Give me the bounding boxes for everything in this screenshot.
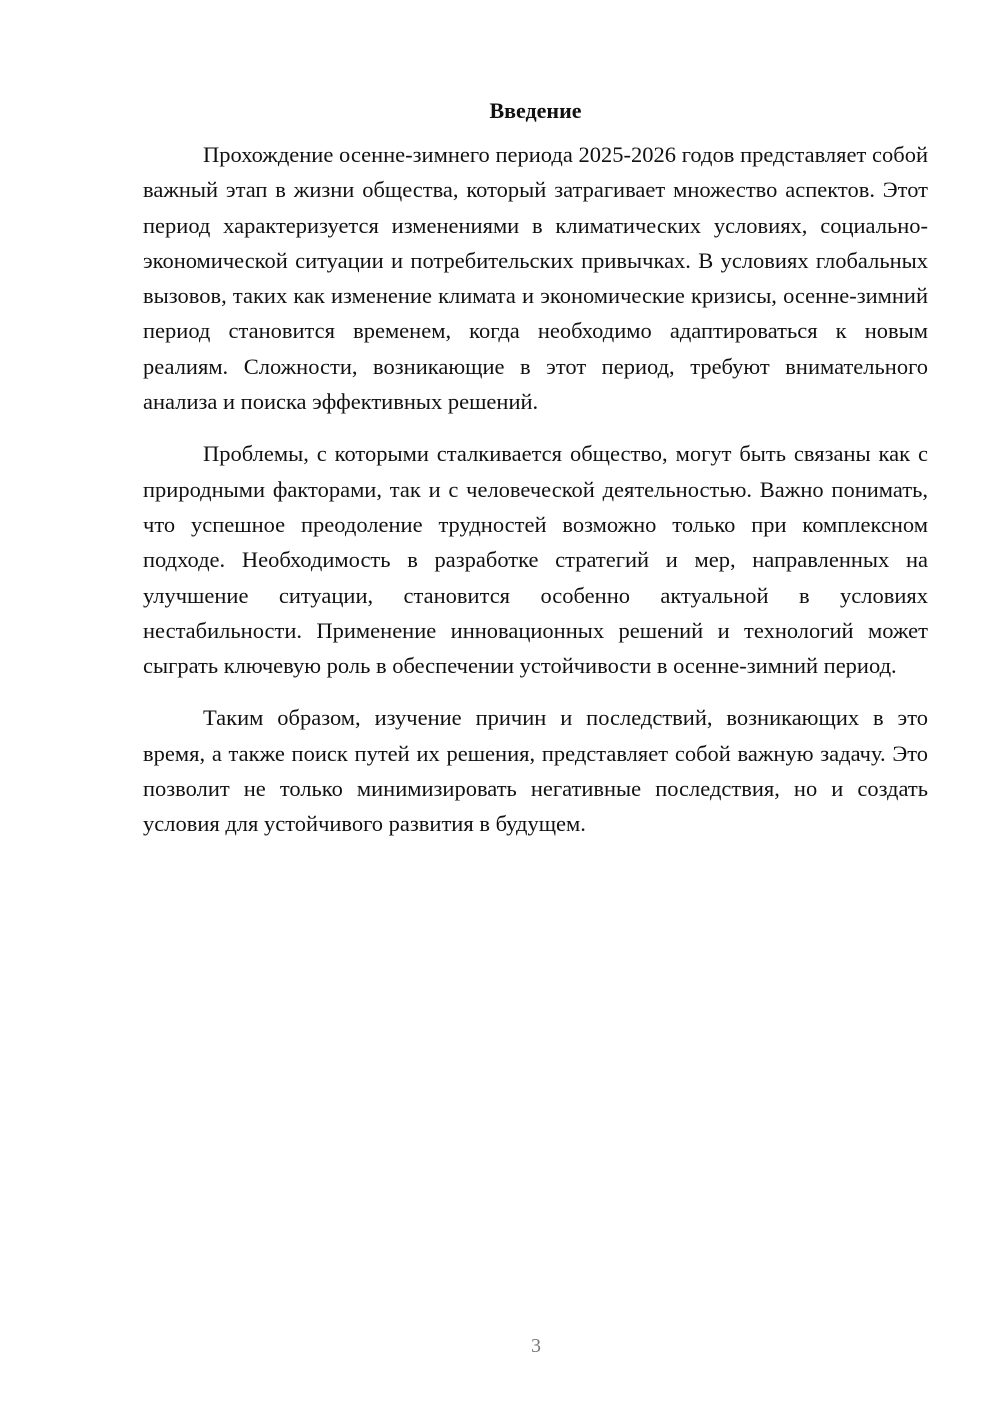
page-content [143,95,928,842]
paragraph-1: Прохождение осенне-зимнего периода 2025-2026 годов представляет собой важный этап в жизни общества, который затрагивает множество аспектов. Этот период характеризуется изменениями в климатических условиях, социально-экономической ситуации и потребительских привычках. В условиях глобальных вызовов, таких как изменение климата и экономические кризисы, осенне-зимний период становится временем, когда необходимо адаптироваться к новым реалиям. Сложности, возникающие в этот период, требуют внимательного анализа и поиска эффективных решений. [143,142,928,415]
section-heading: Введение [489,98,582,123]
paragraph-3: Таким образом, изучение причин и последствий, возникающих в это время, а также поиск путей их решения, представляет собой важную задачу. Это позволит не только минимизировать негативные последствия, но и создать условия для устойчивого развития в будущем. [143,705,928,837]
page-number: 3 [531,1335,541,1357]
paragraph-2: Проблемы, с которыми сталкивается общество, могут быть связаны как с природными факторами, так и с человеческой деятельностью. Важно понимать, что успешное преодоление трудностей возможно только при комплексном подходе. Необходимость в разработке стратегий и мер, направленных на улучшение ситуации, становится особенно актуальной в условиях нестабильности. Применение инновационных решений и технологий может сыграть ключевую роль в обеспечении устойчивости в осенне-зимний период. [143,441,928,679]
